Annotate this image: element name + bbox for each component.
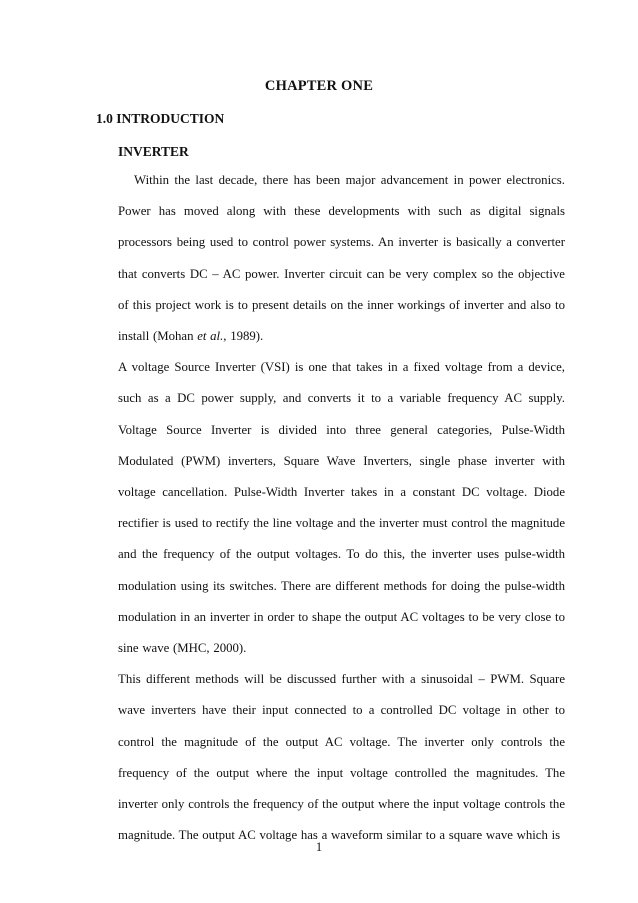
paragraph-1-text: Within the last decade, there has been major advancement in power electronics. Power has moved along with these developments with such as digital signals processors being used to control power systems. An inverter is basically a converter that converts DC – AC power. Inverter circuit can be very complex so the objective of this project work is to present details on the inner workings of inverter and also to install (Mohan: [118, 173, 565, 344]
page-number: 1: [315, 840, 323, 854]
paragraph-1-text-end: 1989).: [226, 329, 264, 344]
sub-heading: INVERTER: [118, 144, 189, 159]
body-text: [118, 165, 565, 851]
chapter-title: CHAPTER ONE: [264, 78, 374, 94]
citation-et-al: et al.,: [197, 329, 227, 344]
paragraph-2: A voltage Source Inverter (VSI) is one that takes in a fixed voltage from a device, such as a DC power supply, and converts it to a variable frequency AC supply. Voltage Source Inverter is divided into three general categories, Pulse-Width Modulated (PWM) inverters, Square Wave Inverters, single phase inverter with voltage cancellation. Pulse-Width Inverter takes in a constant DC voltage. Diode rectifier is used to rectify the line voltage and the inverter must control the magnitude and the frequency of the output voltages. To do this, the inverter uses pulse-width modulation using its switches. There are different methods for doing the pulse-width modulation in an inverter in order to shape the output AC voltages to be very close to sine wave (MHC, 2000).: [118, 360, 565, 656]
paragraph-1: [118, 165, 565, 352]
section-heading: 1.0 INTRODUCTION: [96, 111, 225, 126]
paragraph-3: This different methods will be discussed further with a sinusoidal – PWM. Square wave inverters have their input connected to a controlled DC voltage in other to control the magnitude of the output AC voltage. The inverter only controls the frequency of the output where the input voltage controlled the magnitudes. The inverter only controls the frequency of the output where the input voltage controls the magnitude. The output AC voltage has a waveform similar to a square wave which is: [118, 672, 565, 843]
